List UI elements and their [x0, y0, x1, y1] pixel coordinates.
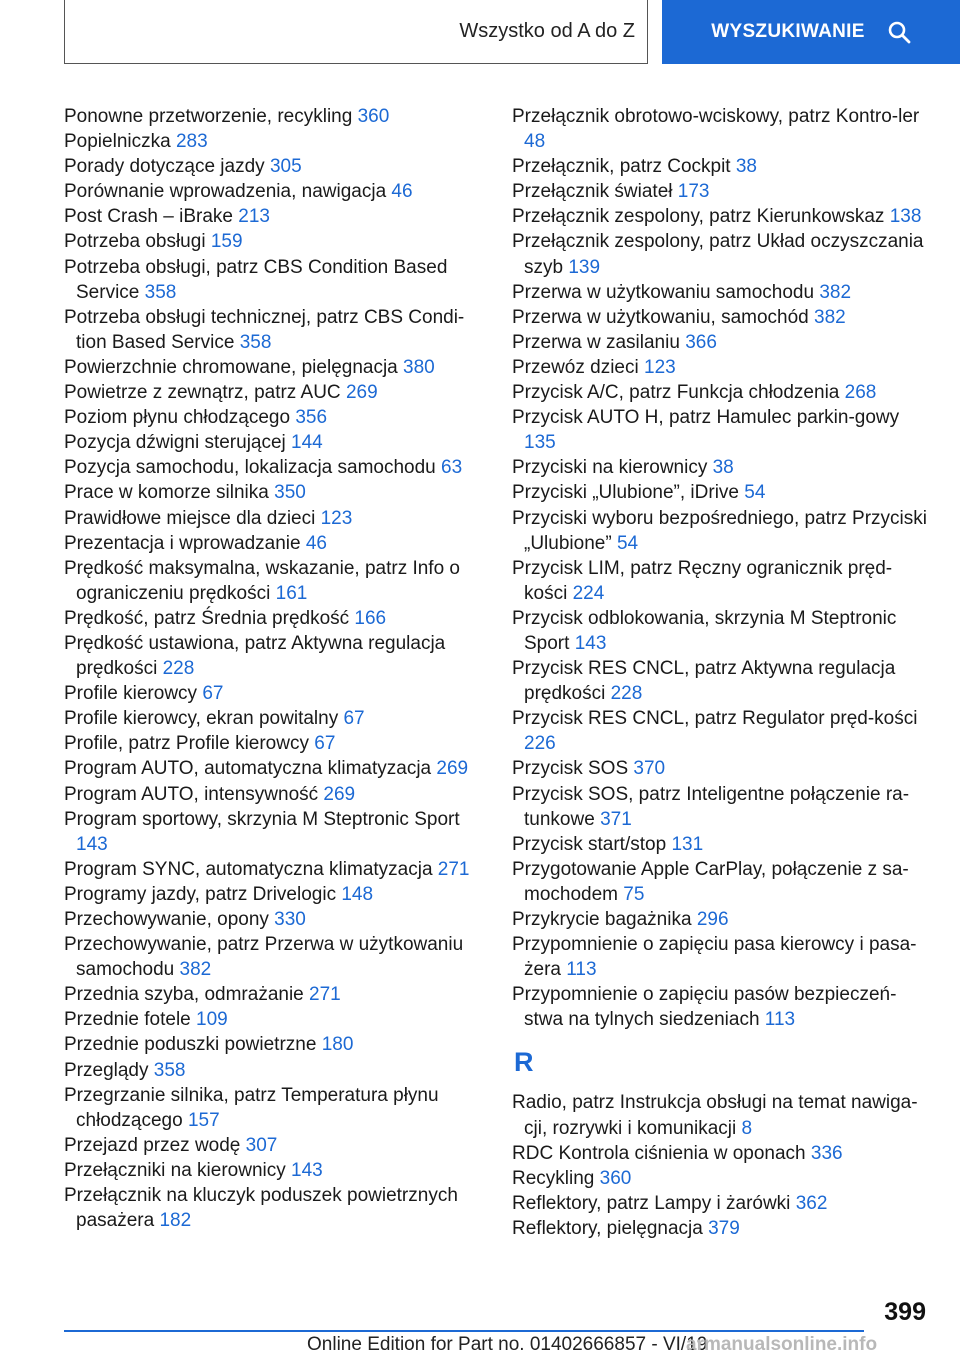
index-entry — [64, 1007, 484, 1032]
index-entry-text: Porównanie wprowadzenia, nawigacja — [64, 181, 387, 203]
index-entry-text: Przerwa w użytkowaniu samochodu — [512, 281, 815, 303]
index-entry — [64, 355, 484, 380]
index-entry — [512, 832, 932, 857]
index-entry — [64, 1083, 484, 1133]
index-entry-page-link[interactable]: 67 — [202, 683, 224, 705]
index-entry-page-link[interactable]: 358 — [153, 1059, 186, 1081]
index-entry-text: Przygotowanie Apple CarPlay, połączenie z sa‐mochodem — [512, 858, 909, 905]
index-entry-page-link[interactable]: 157 — [187, 1109, 220, 1131]
index-entry-text: Przełącznik świateł — [512, 181, 673, 203]
index-entry — [64, 731, 484, 756]
index-entry — [64, 380, 484, 405]
index-entry-text: Przewóz dzieci — [512, 356, 639, 378]
index-entry-text: Prędkość maksymalna, wskazanie, patrz Info o ograniczeniu prędkości — [64, 557, 461, 604]
index-entry-text: Reflektory, patrz Lampy i żarówki — [512, 1192, 791, 1214]
index-entry-text: Przycisk SOS, patrz Inteligentne połączenie ra‐tunkowe — [512, 783, 910, 830]
index-entry-text: Prace w komorze silnika — [64, 482, 269, 504]
index-entry-text: Przykrycie bagażnika — [512, 909, 692, 930]
index-entry — [512, 506, 932, 556]
index-entry-text: Przypomnienie o zapięciu pasów bezpieczeń‐stwa na tylnych siedzeniach — [512, 984, 897, 1031]
index-entry-text: Ponowne przetworzenie, recykling — [64, 106, 353, 127]
index-entry-page-link[interactable]: 226 — [524, 733, 556, 755]
index-entry-text: Przyciski „Ulubione”, iDrive — [512, 482, 739, 504]
footer-edition: Online Edition for Part no. 01402666857 - VI/19 — [307, 1334, 708, 1355]
index-entry — [512, 229, 932, 279]
index-entry — [64, 531, 484, 556]
index-entry-page-link[interactable]: 213 — [238, 206, 270, 228]
index-entry — [64, 104, 484, 129]
tab-search-label: WYSZUKIWANIE — [711, 21, 865, 42]
index-entry-page-link[interactable]: 268 — [844, 382, 877, 404]
index-entry-text: Profile kierowcy, ekran powitalny — [64, 708, 339, 730]
top-navigation — [64, 0, 960, 66]
index-entry — [512, 1191, 932, 1216]
index-entry-text: Profile kierowcy — [64, 683, 198, 705]
index-entry-page-link[interactable]: 148 — [341, 883, 374, 905]
index-entry-page-link[interactable]: 38 — [735, 156, 757, 178]
footer-divider — [64, 1330, 864, 1332]
index-entry-text: Przycisk RES CNCL, patrz Aktywna regulacja prędkości — [512, 658, 896, 705]
index-entry — [64, 1183, 484, 1233]
index-entry — [64, 606, 484, 631]
index-entry-text: Przerwa w użytkowaniu, samochód — [512, 306, 809, 328]
index-entry — [64, 1133, 484, 1158]
index-entry-text: Przycisk LIM, patrz Ręczny ogranicznik pręd‐kości — [512, 557, 893, 604]
index-entry — [512, 606, 932, 656]
index-entry-text: Porady dotyczące jazdy — [64, 156, 265, 178]
index-entry-text: Przechowywanie, patrz Przerwa w użytkowaniu samochodu — [64, 934, 464, 981]
index-entry — [64, 756, 484, 781]
index-entry-page-link[interactable]: 131 — [671, 833, 704, 855]
index-entry-page-link[interactable]: 166 — [354, 607, 387, 629]
index-entry — [512, 330, 932, 355]
index-entry-page-link[interactable]: 54 — [616, 532, 639, 554]
index-entry-page-link[interactable]: 139 — [568, 256, 601, 278]
index-entry — [64, 807, 484, 857]
index-entry-page-link[interactable]: 305 — [269, 156, 302, 178]
index-entry-page-link[interactable]: 371 — [600, 808, 632, 830]
index-entry-text: RDC Kontrola ciśnienia w oponach — [512, 1142, 806, 1164]
index-entry — [512, 656, 932, 706]
index-entry-text: Powietrze z zewnątrz, patrz AUC — [64, 382, 341, 404]
index-entry — [64, 430, 484, 455]
index-entry-page-link[interactable]: 109 — [196, 1009, 228, 1031]
index-entry-page-link[interactable]: 38 — [712, 457, 734, 479]
index-entry-page-link[interactable]: 143 — [291, 1159, 323, 1181]
index-entry-page-link[interactable]: 358 — [239, 331, 272, 353]
index-entry-text: Przycisk A/C, patrz Funkcja chłodzenia — [512, 382, 840, 404]
index-entry — [512, 455, 932, 480]
index-entry — [512, 154, 932, 179]
index-entry-page-link[interactable]: 271 — [437, 858, 470, 880]
index-entry-text: Przednie poduszki powietrzne — [64, 1034, 317, 1056]
index-entry-text: Reflektory, pielęgnacja — [512, 1217, 703, 1239]
index-entry — [512, 405, 932, 455]
index-entry-text: Post Crash – iBrake — [64, 206, 233, 228]
index-entry — [64, 1058, 484, 1083]
tab-all-a-to-z-label: Wszystko od A do Z — [459, 20, 635, 42]
index-entry — [64, 480, 484, 505]
index-entry — [64, 556, 484, 606]
index-entry-page-link[interactable]: 366 — [685, 331, 717, 353]
index-entry — [512, 706, 932, 756]
index-entry — [64, 129, 484, 154]
index-entry — [512, 480, 932, 505]
index-entry-text: Przełącznik obrotowo-wciskowy, patrz Kontro‐ler — [512, 106, 920, 127]
index-entry-text: Przycisk start/stop — [512, 833, 667, 855]
index-entry-text: Recykling — [512, 1167, 595, 1189]
index-entry-text: Przejazd przez wodę — [64, 1134, 241, 1156]
index-entry-text: Przycisk SOS — [512, 758, 629, 780]
index-entry-text: Program AUTO, automatyczna klimatyzacja — [64, 758, 432, 780]
index-entry — [64, 857, 484, 882]
search-icon — [887, 20, 911, 44]
index-entry — [512, 1216, 932, 1241]
index-entry-text: Prędkość ustawiona, patrz Aktywna regulacja prędkości — [64, 632, 446, 680]
index-entry — [64, 506, 484, 531]
index-entry-page-link[interactable]: 228 — [610, 683, 643, 705]
index-entry-text: Prezentacja i wprowadzanie — [64, 532, 301, 554]
index-entry — [64, 229, 484, 254]
index-entry-text: Przycisk RES CNCL, patrz Regulator pręd‐kości — [512, 708, 918, 730]
index-entry-text: Program SYNC, automatyczna klimatyzacja — [64, 858, 433, 880]
index-entry-text: Przeglądy — [64, 1059, 149, 1081]
index-entry-page-link[interactable]: 8 — [741, 1117, 753, 1139]
index-entry — [64, 631, 484, 681]
index-entry-page-link[interactable]: 144 — [291, 432, 323, 454]
index-entry-page-link[interactable]: 269 — [323, 783, 356, 805]
index-entry-text: Przyciski na kierownicy — [512, 457, 708, 479]
index-entry-page-link[interactable]: 123 — [644, 356, 676, 378]
index-entry-text: Przełączniki na kierownicy — [64, 1159, 286, 1181]
index-entry — [512, 305, 932, 330]
index-entry — [512, 355, 932, 380]
index-entry-page-link[interactable]: 269 — [345, 382, 378, 404]
index-entry — [512, 932, 932, 982]
index-entry-text: Przełącznik zespolony, patrz Kierunkowskaz — [512, 206, 885, 228]
index-entry-page-link[interactable]: 228 — [162, 658, 195, 680]
index-entry-page-link[interactable]: 350 — [274, 482, 306, 504]
index-entry-page-link[interactable]: 46 — [305, 532, 327, 554]
index-entry-text: Program sportowy, skrzynia M Steptronic Sport — [64, 808, 460, 830]
index-column-right — [512, 104, 932, 1241]
index-entry-page-link[interactable]: 123 — [320, 507, 353, 529]
index-entry — [64, 882, 484, 907]
index-entry-text: Potrzeba obsługi technicznej, patrz CBS Condi‐tion Based Service — [64, 306, 465, 353]
index-entry — [64, 154, 484, 179]
section-letter: R — [514, 1047, 534, 1078]
index-entry-page-link[interactable]: 180 — [321, 1034, 354, 1056]
index-entry-page-link[interactable]: 135 — [524, 432, 556, 454]
index-entry-page-link[interactable]: 138 — [889, 206, 922, 228]
index-entry-page-link[interactable]: 358 — [144, 281, 177, 303]
index-entry-text: Przednia szyba, odmrażanie — [64, 984, 304, 1006]
index-entry-page-link[interactable]: 370 — [633, 758, 666, 780]
index-entry-text: Przerwa w zasilaniu — [512, 331, 680, 353]
index-entry — [512, 1090, 932, 1140]
index-entry — [512, 907, 932, 932]
index-entry — [64, 255, 484, 305]
index-entry — [512, 179, 932, 204]
watermark: armanualsonline.info — [686, 1334, 878, 1355]
index-entry-page-link[interactable]: 336 — [810, 1142, 843, 1164]
index-entry-text: Przełącznik na kluczyk poduszek powietrznych pasażera — [64, 1185, 458, 1232]
index-entry-text: Przednie fotele — [64, 1009, 191, 1031]
index-entry-page-link[interactable]: 46 — [391, 181, 413, 203]
index-entry-text: Przypomnienie o zapięciu pasa kierowcy i pasa‐żera — [512, 934, 917, 981]
index-entry-page-link[interactable]: 113 — [566, 959, 597, 981]
index-entry-page-link[interactable]: 307 — [245, 1134, 278, 1156]
index-entry-page-link[interactable]: 159 — [210, 231, 243, 253]
index-entry-text: Potrzeba obsługi — [64, 231, 206, 253]
index-entry — [512, 982, 932, 1032]
index-entry-text: Przełącznik zespolony, patrz Układ oczyszczania szyb — [512, 231, 924, 278]
index-entry-text: Powierzchnie chromowane, pielęgnacja — [64, 356, 398, 378]
index-entry-page-link[interactable]: 143 — [76, 833, 108, 855]
index-entry — [512, 1141, 932, 1166]
index-entry — [64, 204, 484, 229]
index-entry — [512, 104, 932, 154]
index-entry-page-link[interactable]: 382 — [819, 281, 852, 303]
index-entry — [64, 907, 484, 932]
index-entry-text: Prawidłowe miejsce dla dzieci — [64, 507, 316, 529]
index-entry-page-link[interactable]: 380 — [403, 356, 435, 378]
index-entry-page-link[interactable]: 161 — [275, 582, 308, 604]
index-entry — [64, 982, 484, 1007]
index-entry-page-link[interactable]: 75 — [623, 883, 645, 905]
index-entry-page-link[interactable]: 379 — [708, 1217, 740, 1239]
index-entry-text: Przycisk AUTO H, patrz Hamulec parkin‐gowy — [512, 407, 900, 429]
index-entry — [64, 706, 484, 731]
index-entry-page-link[interactable]: 362 — [795, 1192, 828, 1214]
index-entry — [64, 305, 484, 355]
index-entry-page-link[interactable]: 67 — [314, 733, 336, 755]
index-entry — [512, 204, 932, 229]
index-entry-text: Poziom płynu chłodzącego — [64, 407, 291, 429]
index-entry — [512, 380, 932, 405]
index-entry-text: Prędkość, patrz Średnia prędkość — [64, 607, 350, 629]
index-entry — [64, 179, 484, 204]
index-entry-text: Przyciski wyboru bezpośredniego, patrz Przyciski „Ulubione” — [512, 507, 927, 554]
index-entry — [64, 455, 484, 480]
index-entry — [64, 782, 484, 807]
index-entry-page-link[interactable]: 356 — [295, 407, 328, 429]
index-entry-page-link[interactable]: 113 — [764, 1009, 796, 1031]
index-entry-text: Program AUTO, intensywność — [64, 783, 319, 805]
tab-all-a-to-z[interactable] — [64, 0, 648, 64]
index-entry-text: Radio, patrz Instrukcja obsługi na temat nawiga‐cji, rozrywki i komunikacji — [512, 1092, 918, 1139]
index-entry — [64, 1032, 484, 1057]
index-entry-page-link[interactable]: 360 — [357, 106, 390, 127]
index-entry-page-link[interactable]: 182 — [159, 1210, 192, 1232]
index-entry-page-link[interactable]: 143 — [574, 632, 607, 654]
index-entry-page-link[interactable]: 296 — [696, 909, 729, 930]
index-entry-text: Programy jazdy, patrz Drivelogic — [64, 883, 337, 905]
index-entry-text: Przycisk odblokowania, skrzynia M Steptronic Sport — [512, 607, 897, 654]
index-entry-page-link[interactable]: 63 — [441, 457, 463, 479]
index-entry — [512, 857, 932, 907]
index-entry-text: Profile, patrz Profile kierowcy — [64, 733, 309, 755]
index-entry-text: Przechowywanie, opony — [64, 909, 269, 930]
index-entry-page-link[interactable]: 269 — [436, 758, 469, 780]
index-entry-page-link[interactable]: 173 — [677, 181, 710, 203]
index-entry — [64, 1158, 484, 1183]
index-entry-text: Pozycja samochodu, lokalizacja samochodu — [64, 457, 436, 479]
index-entry-text: Przełącznik, patrz Cockpit — [512, 156, 731, 178]
index-entry — [512, 556, 932, 606]
index-entry-page-link[interactable]: 330 — [274, 909, 306, 930]
index-entry-page-link[interactable]: 360 — [599, 1167, 632, 1189]
index-entry — [512, 782, 932, 832]
index-entry — [512, 1166, 932, 1191]
index-entry-page-link[interactable]: 54 — [744, 482, 766, 504]
index-entry-page-link[interactable]: 283 — [175, 131, 208, 153]
index-entry — [512, 280, 932, 305]
index-entry-text: Popielniczka — [64, 131, 171, 153]
index-entry — [512, 756, 932, 781]
index-column-left — [64, 104, 484, 1233]
index-entry — [64, 405, 484, 430]
index-entry-text: Przegrzanie silnika, patrz Temperatura płynu chłodzącego — [64, 1084, 439, 1131]
tab-search[interactable] — [662, 0, 960, 64]
index-entry-text: Pozycja dźwigni sterującej — [64, 432, 286, 454]
index-entry-page-link[interactable]: 48 — [524, 131, 546, 153]
index-entry-text: Potrzeba obsługi, patrz CBS Condition Based Service — [64, 256, 448, 303]
index-entry-page-link[interactable]: 382 — [179, 959, 212, 981]
page-number: 399 — [884, 1298, 926, 1326]
index-entry-page-link[interactable]: 382 — [814, 306, 846, 328]
index-entry-page-link[interactable]: 271 — [309, 984, 341, 1006]
index-entry-page-link[interactable]: 67 — [343, 708, 365, 730]
index-entry-page-link[interactable]: 224 — [572, 582, 605, 604]
index-entry — [64, 932, 484, 982]
index-entry — [64, 681, 484, 706]
